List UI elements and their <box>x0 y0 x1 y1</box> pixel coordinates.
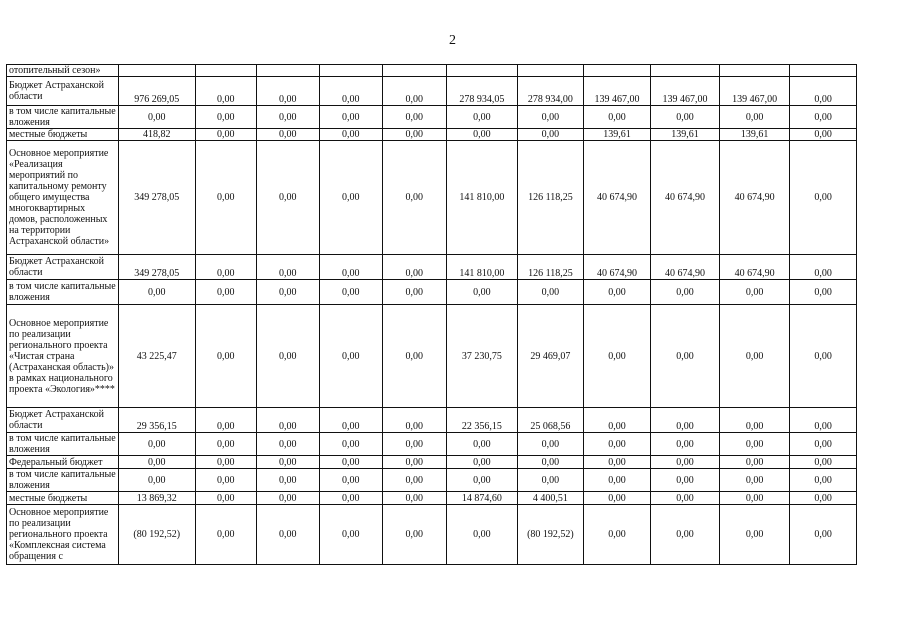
value-cell: 0,00 <box>719 492 790 505</box>
table-row <box>7 141 857 255</box>
value-cell <box>790 65 857 77</box>
value-cell: 0,00 <box>518 280 584 305</box>
value-cell: 0,00 <box>319 129 383 141</box>
row-label: в том числе капитальные вложения <box>7 433 119 456</box>
value-cell: 0,00 <box>790 492 857 505</box>
value-cell: 0,00 <box>319 255 383 280</box>
value-cell: 0,00 <box>719 433 790 456</box>
value-cell: 0,00 <box>446 456 518 469</box>
row-label: Федеральный бюджет <box>7 456 119 469</box>
value-cell: 0,00 <box>719 280 790 305</box>
value-cell: 278 934,00 <box>518 77 584 106</box>
value-cell: 0,00 <box>319 305 383 408</box>
value-cell <box>257 65 320 77</box>
value-cell: 0,00 <box>651 456 720 469</box>
value-cell: 0,00 <box>383 106 447 129</box>
value-cell: 0,00 <box>383 141 447 255</box>
value-cell: 0,00 <box>790 305 857 408</box>
value-cell: 0,00 <box>583 469 651 492</box>
value-cell: 14 874,60 <box>446 492 518 505</box>
value-cell: 0,00 <box>383 456 447 469</box>
value-cell: 139,61 <box>651 129 720 141</box>
value-cell: 0,00 <box>257 106 320 129</box>
value-cell <box>518 65 584 77</box>
value-cell: 0,00 <box>319 141 383 255</box>
value-cell: 0,00 <box>719 408 790 433</box>
value-cell: 0,00 <box>319 280 383 305</box>
value-cell: 0,00 <box>518 129 584 141</box>
value-cell: 0,00 <box>195 469 257 492</box>
value-cell: 0,00 <box>651 505 720 565</box>
row-label: в том числе капитальные вложения <box>7 106 119 129</box>
value-cell: 40 674,90 <box>719 255 790 280</box>
value-cell: 139,61 <box>719 129 790 141</box>
value-cell: 0,00 <box>319 469 383 492</box>
value-cell: 0,00 <box>257 77 320 106</box>
value-cell <box>719 65 790 77</box>
value-cell: 0,00 <box>790 77 857 106</box>
value-cell: 0,00 <box>257 280 320 305</box>
value-cell: 0,00 <box>518 106 584 129</box>
value-cell: 0,00 <box>118 469 195 492</box>
value-cell <box>446 65 518 77</box>
value-cell: 0,00 <box>195 433 257 456</box>
value-cell: 0,00 <box>319 77 383 106</box>
value-cell: 0,00 <box>195 141 257 255</box>
value-cell: 0,00 <box>719 456 790 469</box>
value-cell: 0,00 <box>383 408 447 433</box>
row-label: отопительный сезон» <box>7 65 119 77</box>
value-cell: 0,00 <box>651 305 720 408</box>
value-cell: 139 467,00 <box>583 77 651 106</box>
row-label: в том числе капитальные вложения <box>7 469 119 492</box>
value-cell: 29 469,07 <box>518 305 584 408</box>
value-cell: 0,00 <box>257 433 320 456</box>
row-label: Основное мероприятие «Реализация мероприятий по капитальному ремонту общего имущества многоквартирных домов, расположенных на территории Астраханской области» <box>7 141 119 255</box>
value-cell: 0,00 <box>790 456 857 469</box>
value-cell: 0,00 <box>790 469 857 492</box>
value-cell: 13 869,32 <box>118 492 195 505</box>
value-cell <box>651 65 720 77</box>
value-cell: 126 118,25 <box>518 255 584 280</box>
value-cell: 0,00 <box>790 433 857 456</box>
table-row <box>7 492 857 505</box>
value-cell: 0,00 <box>446 469 518 492</box>
value-cell: 0,00 <box>383 77 447 106</box>
value-cell: 0,00 <box>195 77 257 106</box>
value-cell: 25 068,56 <box>518 408 584 433</box>
value-cell: 0,00 <box>518 433 584 456</box>
value-cell: 0,00 <box>319 505 383 565</box>
value-cell: 141 810,00 <box>446 141 518 255</box>
value-cell: 0,00 <box>651 492 720 505</box>
value-cell: 0,00 <box>195 280 257 305</box>
value-cell: 139 467,00 <box>651 77 720 106</box>
value-cell: 0,00 <box>583 280 651 305</box>
value-cell: 0,00 <box>651 433 720 456</box>
value-cell: 349 278,05 <box>118 255 195 280</box>
value-cell: 0,00 <box>383 492 447 505</box>
value-cell: 0,00 <box>790 106 857 129</box>
row-label: Основное мероприятие по реализации регионального проекта «Чистая страна (Астраханская область)» в рамках национального проекта «Экология»**** <box>7 305 119 408</box>
value-cell: 4 400,51 <box>518 492 584 505</box>
value-cell: 40 674,90 <box>583 141 651 255</box>
budget-table <box>6 64 857 565</box>
value-cell: 0,00 <box>651 106 720 129</box>
value-cell: 0,00 <box>383 305 447 408</box>
row-label: местные бюджеты <box>7 129 119 141</box>
value-cell: 0,00 <box>195 129 257 141</box>
value-cell: 40 674,90 <box>651 255 720 280</box>
row-label: местные бюджеты <box>7 492 119 505</box>
value-cell: 0,00 <box>195 492 257 505</box>
value-cell: 0,00 <box>518 469 584 492</box>
value-cell: 0,00 <box>195 505 257 565</box>
value-cell: 0,00 <box>383 255 447 280</box>
value-cell: 0,00 <box>446 129 518 141</box>
value-cell: 0,00 <box>446 433 518 456</box>
table-row <box>7 255 857 280</box>
value-cell: 0,00 <box>195 255 257 280</box>
value-cell: 0,00 <box>719 106 790 129</box>
value-cell: 0,00 <box>118 456 195 469</box>
value-cell: 126 118,25 <box>518 141 584 255</box>
value-cell: 139 467,00 <box>719 77 790 106</box>
value-cell: 0,00 <box>446 106 518 129</box>
value-cell: 0,00 <box>518 456 584 469</box>
value-cell: 0,00 <box>790 408 857 433</box>
value-cell: 0,00 <box>383 280 447 305</box>
value-cell: 0,00 <box>319 492 383 505</box>
value-cell: 0,00 <box>790 280 857 305</box>
value-cell: 0,00 <box>257 255 320 280</box>
value-cell <box>319 65 383 77</box>
value-cell: 0,00 <box>583 433 651 456</box>
value-cell: 0,00 <box>790 505 857 565</box>
value-cell: 0,00 <box>790 129 857 141</box>
value-cell: 0,00 <box>446 505 518 565</box>
table-row <box>7 469 857 492</box>
value-cell: 0,00 <box>319 408 383 433</box>
value-cell: 0,00 <box>383 469 447 492</box>
value-cell: 0,00 <box>719 305 790 408</box>
value-cell: 0,00 <box>583 505 651 565</box>
value-cell: 0,00 <box>790 141 857 255</box>
value-cell: 0,00 <box>257 456 320 469</box>
value-cell: 0,00 <box>257 129 320 141</box>
value-cell: 0,00 <box>651 280 720 305</box>
value-cell: 0,00 <box>583 492 651 505</box>
value-cell: 0,00 <box>719 469 790 492</box>
value-cell <box>195 65 257 77</box>
table-row <box>7 129 857 141</box>
row-label: Бюджет Астраханской области <box>7 77 119 106</box>
value-cell: 0,00 <box>195 305 257 408</box>
value-cell: 139,61 <box>583 129 651 141</box>
value-cell: 0,00 <box>257 505 320 565</box>
row-label: Бюджет Астраханской области <box>7 255 119 280</box>
value-cell: 0,00 <box>195 456 257 469</box>
table-row <box>7 505 857 565</box>
value-cell: 0,00 <box>195 106 257 129</box>
table-row <box>7 280 857 305</box>
value-cell <box>118 65 195 77</box>
value-cell: 0,00 <box>383 433 447 456</box>
table-row <box>7 456 857 469</box>
value-cell: 43 225,47 <box>118 305 195 408</box>
value-cell: 349 278,05 <box>118 141 195 255</box>
value-cell: 0,00 <box>257 141 320 255</box>
value-cell: 37 230,75 <box>446 305 518 408</box>
value-cell: 0,00 <box>319 456 383 469</box>
value-cell: 0,00 <box>719 505 790 565</box>
value-cell: 976 269,05 <box>118 77 195 106</box>
table-row <box>7 408 857 433</box>
value-cell: 141 810,00 <box>446 255 518 280</box>
value-cell: 0,00 <box>583 408 651 433</box>
value-cell: 0,00 <box>118 280 195 305</box>
table-row <box>7 65 857 77</box>
value-cell: 29 356,15 <box>118 408 195 433</box>
value-cell: 0,00 <box>383 129 447 141</box>
value-cell: 40 674,90 <box>651 141 720 255</box>
value-cell: 0,00 <box>583 106 651 129</box>
table-row <box>7 433 857 456</box>
value-cell: 0,00 <box>319 106 383 129</box>
value-cell: 0,00 <box>195 408 257 433</box>
value-cell: 0,00 <box>257 469 320 492</box>
table-row <box>7 305 857 408</box>
value-cell: 0,00 <box>651 408 720 433</box>
row-label: в том числе капитальные вложения <box>7 280 119 305</box>
value-cell: 0,00 <box>651 469 720 492</box>
row-label: Бюджет Астраханской области <box>7 408 119 433</box>
value-cell: (80 192,52) <box>518 505 584 565</box>
value-cell: 40 674,90 <box>583 255 651 280</box>
value-cell: 0,00 <box>118 433 195 456</box>
value-cell: 0,00 <box>257 305 320 408</box>
value-cell: 0,00 <box>257 408 320 433</box>
table-row <box>7 106 857 129</box>
value-cell: (80 192,52) <box>118 505 195 565</box>
value-cell: 0,00 <box>118 106 195 129</box>
value-cell: 0,00 <box>446 280 518 305</box>
value-cell <box>583 65 651 77</box>
value-cell: 0,00 <box>319 433 383 456</box>
page-number: 2 <box>449 33 456 48</box>
value-cell <box>383 65 447 77</box>
value-cell: 0,00 <box>583 456 651 469</box>
value-cell: 0,00 <box>790 255 857 280</box>
value-cell: 0,00 <box>583 305 651 408</box>
value-cell: 40 674,90 <box>719 141 790 255</box>
value-cell: 278 934,05 <box>446 77 518 106</box>
value-cell: 418,82 <box>118 129 195 141</box>
value-cell: 0,00 <box>257 492 320 505</box>
value-cell: 22 356,15 <box>446 408 518 433</box>
row-label: Основное мероприятие по реализации регионального проекта «Комплексная система обращения с <box>7 505 119 565</box>
table-row <box>7 77 857 106</box>
value-cell: 0,00 <box>383 505 447 565</box>
